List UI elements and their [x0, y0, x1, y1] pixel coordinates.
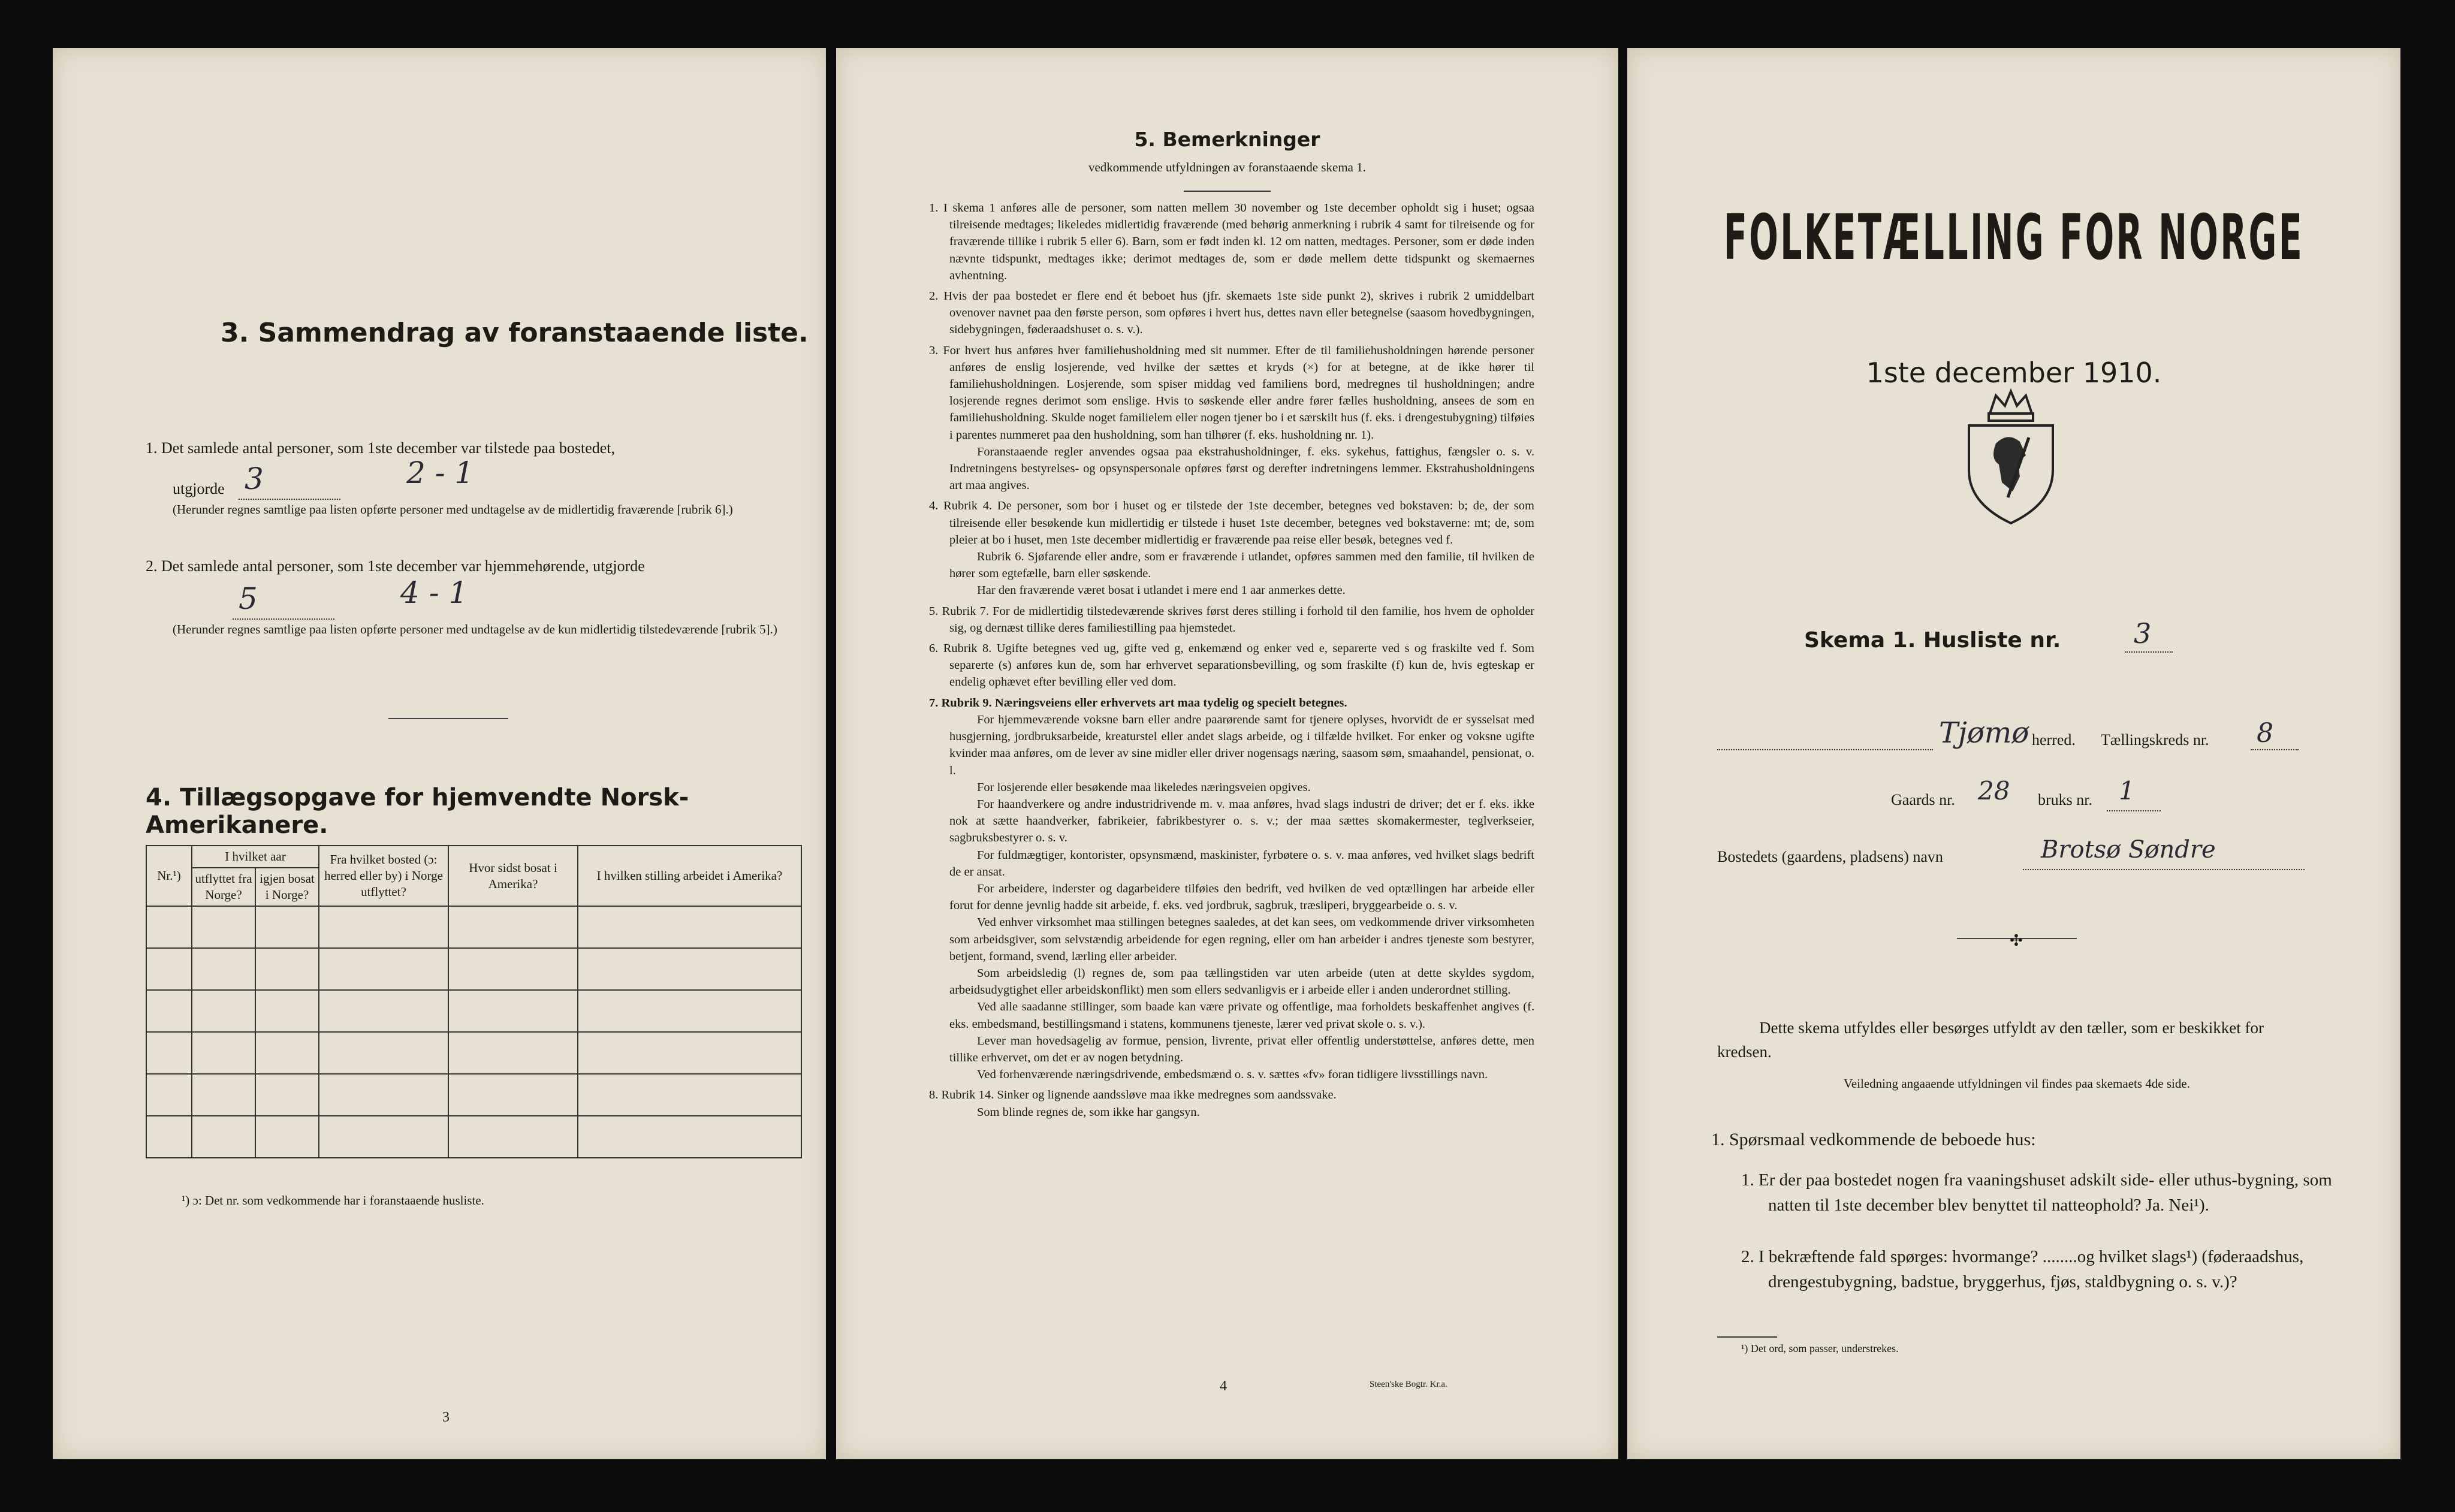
questions-heading: 1. Spørsmaal vedkommende de beboede hus:: [1711, 1130, 2036, 1149]
col-igjen: igjen bosat i Norge?: [255, 868, 319, 906]
remark-item: Ved alle saadanne stillinger, som baade kan være private og offentlige, maa forholdets beskaffenhet angives (f. eks. embedsmand, bestillingsmand i statens, kommunens tjeneste, lærer ved privat skole o. s. v.).: [949, 1000, 1534, 1031]
remark-item: 1. I skema 1 anføres alle de personer, som natten mellem 30 november og 1ste december opholdt sig i huset; ogsaa tilreisende medtages; likeledes midlertidig fraværende (med behørig anmerkning i rubrik 4 samt for tilreisende og for fraværende tillike i rubrik 5 eller 6). Barn, som er født inden kl. 12 om natten, medtages. Personer, som er døde inden nævnte tidspunkt, medtages ikke; derimot medtages de, som er døde mellem dette tidspunkt og skemaernes avhentning.: [929, 201, 1534, 282]
remark-item: Har den fraværende været bosat i utlandet i mere end 1 aar anmerkes dette.: [977, 584, 1346, 597]
col-group-aar: I hvilket aar: [192, 846, 319, 868]
bruks-label: bruks nr.: [2038, 791, 2092, 808]
table-row: [146, 1116, 801, 1158]
section3-title: 3. Sammendrag av foranstaaende liste.: [221, 318, 809, 348]
kreds-value: 8: [2257, 718, 2273, 749]
col-utflyttet: utflyttet fra Norge?: [192, 868, 255, 906]
item1-hand: 2 - 1: [406, 455, 474, 490]
census-title: FOLKETÆLLING FOR NORGE: [1723, 201, 2305, 274]
right-page: [1627, 48, 2400, 1459]
veiledning-text: Veiledning angaaende utfyldningen vil findes paa skemaets 4de side.: [1844, 1076, 2190, 1091]
col-fra: Fra hvilket bosted (ɔ: herred eller by) i Norge utflyttet?: [319, 846, 448, 906]
skema-label: Skema 1. Husliste nr.: [1804, 628, 2061, 653]
remark-item: For haandverkere og andre industridrivende m. v. maa anføres, hvad slags industri de driver; det er f. eks. ikke nok at sætte haandverker, fabrikeier, fabrikbestyrer o. s. v.; der maa sættes skomakermester, teglverkseier, sagbruksbestyrer o. s. v.: [949, 797, 1534, 845]
remark-item: Lever man hovedsagelig av formue, pension, livrente, privat eller offentlig understøttelse, anføres dette, men tillike erhvervet, om det er av nogen betydning.: [949, 1034, 1534, 1064]
question-2: 2. I bekræftende fald spørges: hvormange? ........og hvilket slags¹) (føderaadshus, drengestubygning, badstue, bryggerhus, fjøs, staldbygning o. s. v.)?: [1741, 1247, 2304, 1291]
remark-item: Ved forhenværende næringsdrivende, embedsmænd o. s. v. sættes «fv» foran tidligere livsstillings navn.: [977, 1068, 1488, 1082]
remark-item: 4. Rubrik 4. De personer, som bor i huset og er tilstede der 1ste december, betegnes ved bokstaven: b; de, der som tilreisende eller besøkende kun midlertidig er tilstede i huset 1ste december, betegnes ved bokstaverne: mt; de, som pleier at bo i huset, men 1ste december midlertidig er fraværende paa reise eller besøk, betegnes ved f.: [929, 499, 1534, 547]
item1-note: (Herunder regnes samtlige paa listen opførte personer med undtagelse av de midlertidig fraværende [rubrik 6].): [173, 502, 733, 517]
remark-item: For arbeidere, inderster og dagarbeidere tilføies den bedrift, ved hvilken de ved optællingen har arbeide eller forut for denne jevnlig hadde sit arbeide, f. eks. ved jordbruk, sagbruk, træsliperi, bryggearbeide o. s. v.: [949, 882, 1534, 913]
item2-hand: 4 - 1: [400, 575, 468, 610]
col-nr: Nr.¹): [146, 846, 192, 906]
bosted-value: Brotsø Søndre: [2041, 836, 2216, 864]
table-row: [146, 906, 801, 948]
item2-value: 5: [239, 581, 258, 616]
remark-item: Rubrik 6. Sjøfarende eller andre, som er fraværende i utlandet, opføres sammen med den familie, til hvilken de hører som egtefælle, barn eller søskende.: [949, 550, 1534, 581]
item1-value: 3: [245, 461, 264, 496]
page-number: 3: [442, 1410, 450, 1425]
remark-item: 6. Rubrik 8. Ugifte betegnes ved ug, gifte ved g, enkemænd og enker ved e, separerte ved s og fraskilte ved f. Som separerte (s) anføres kun de, som har erhvervet separationsbevilling, og som fraskilte (f) kun de, hvis egteskap er endelig ophævet efter bevilling eller ved dom.: [929, 642, 1534, 689]
table-row: [146, 990, 801, 1032]
printer-mark: Steen'ske Bogtr. Kr.a.: [1370, 1380, 1447, 1389]
item2-note: (Herunder regnes samtlige paa listen opførte personer med undtagelse av de kun midlertidig tilstedeværende [rubrik 5].): [173, 622, 777, 636]
item2-text: 2. Det samlede antal personer, som 1ste december var hjemmehørende, utgjorde: [146, 557, 645, 575]
remark-item: 8. Rubrik 14. Sinker og lignende aandssløve maa ikke medregnes som aandssvake.: [929, 1088, 1337, 1102]
herred-label: herred.: [2032, 731, 2076, 749]
remark-item: Som blinde regnes de, som ikke har gangsyn.: [977, 1105, 1200, 1119]
col-hvor: Hvor sidst bosat i Amerika?: [448, 846, 578, 906]
remark-item: For hjemmeværende voksne barn eller andre paarørende samt for tjenere oplyses, hvorvidt de er sysselsat med husgjerning, jordbruksarbeide, kreaturstel eller andet slags arbeide, og i tilfælde hvilket. For enker og voksne ugifte kvinder maa anføres, om de lever av sine midler eller driver nogensags næring, saasom søm, smaahandel, pensionat, o. l.: [949, 713, 1534, 777]
left-page: [53, 48, 826, 1459]
table-row: [146, 1074, 801, 1116]
remark-item: 5. Rubrik 7. For de midlertidig tilstedeværende skrives først deres stilling i forhold til den familie, hos hvem de opholder sig, og dernæst tillike deres familiestilling paa hjemstedet.: [929, 604, 1534, 635]
husliste-value: 3: [2134, 617, 2152, 650]
table-footnote: ¹) ɔ: Det nr. som vedkommende har i foranstaaende husliste.: [182, 1193, 484, 1208]
remark-item: Foranstaaende regler anvendes ogsaa paa ekstrahusholdninger, f. eks. sykehus, fattighus, fængsler o. s. v. Indretningens bestyrelses- og opsynspersonale opføres først og derefter indretningens lemmer. Ekstrahusholdningens art maa angives.: [949, 445, 1534, 493]
remark-item: For losjerende eller besøkende maa likeledes næringsveien opgives.: [977, 780, 1311, 794]
remarks-title: 5. Bemerkninger: [1134, 128, 1320, 151]
section4-title: 4. Tillægsopgave for hjemvendte Norsk-Amerikanere.: [146, 784, 689, 839]
bruks-value: 1: [2119, 776, 2135, 805]
census-date: 1ste december 1910.: [1866, 357, 2162, 389]
bosted-label: Bostedets (gaardens, pladsens) navn: [1717, 848, 1943, 865]
norsk-amerikanere-table: [146, 845, 802, 1158]
remark-item: 3. For hvert hus anføres hver familiehusholdning med sit nummer. Efter de til familiehusholdningen hørende personer anføres de enslig losjerende, ved hvilke der sættes et kryds (×) for at betegne, at de ikke hører til familiehusholdningen. Losjerende, som spiser middag ved familiens bord, medregnes til husholdningen; andre losjerende regnes derimot som enslige. Hvis to søskende eller andre fører fælles husholdning, ansees de som en familiehusholdning. Skulde noget familielem eller nogen tjener bo i et særskilt hus (f. eks. i drengestubygning) tilføies i parentes nummeret paa den husholdning, som han tilhører (f. eks. husholdning nr. 1).: [929, 343, 1534, 442]
remark-item: 7. Rubrik 9. Næringsveiens eller erhvervets art maa tydelig og specielt betegnes.: [929, 696, 1347, 710]
item1-text: 1. Det samlede antal personer, som 1ste december var tilstede paa bostedet,: [146, 439, 616, 457]
gaards-value: 28: [1978, 776, 2010, 805]
kreds-label: Tællingskreds nr.: [2101, 731, 2209, 749]
remark-item: Som arbeidsledig (l) regnes de, som paa tællingstiden var uten arbeide (uten at dette skyldes sygdom, arbeidsudygtighet eller arbeidskonflikt) men som ellers sedvanligvis er i arbeide eller i anden underordnet stilling.: [949, 966, 1534, 997]
remarks-subtitle: vedkommende utfyldningen av foranstaaende skema 1.: [1088, 160, 1366, 174]
remark-item: Ved enhver virksomhet maa stillingen betegnes saaledes, at det kan sees, om vedkommende driver virksomheten som arbeidsgiver, som selvstændig arbeidende for egen regning, eller om han arbeider i andres tjeneste som bestyrer, betjent, formand, svend, lærling eller arbeider.: [949, 916, 1534, 963]
coat-of-arms-icon: [1960, 387, 2062, 527]
gaards-label: Gaards nr.: [1891, 791, 1955, 808]
instruction-text: Dette skema utfyldes eller besørges utfyldt av den tæller, som er beskikket for kredsen.: [1717, 1019, 2264, 1061]
col-stilling: I hvilken stilling arbeidet i Amerika?: [578, 846, 801, 906]
middle-page: [836, 48, 1618, 1459]
table-row: [146, 948, 801, 990]
footnote: ¹) Det ord, som passer, understrekes.: [1741, 1342, 1899, 1354]
remark-item: 2. Hvis der paa bostedet er flere end ét beboet hus (jfr. skemaets 1ste side punkt 2), skrives i rubrik 2 umiddelbart ovenover navnet paa den første person, som opføres i hvert hus, dettes navn eller betegnelse (saasom hovedbygningen, sidebygningen, føderaadshuset o. s. v.).: [929, 289, 1534, 337]
page-number: 4: [1220, 1378, 1227, 1394]
remarks-list: [929, 200, 1534, 1121]
table-row: [146, 1032, 801, 1074]
question-1: 1. Er der paa bostedet nogen fra vaaningshuset adskilt side- eller uthus-bygning, som natten til 1ste december blev benyttet til natteophold? Ja. Nei¹).: [1741, 1170, 2332, 1215]
ornament-icon: ✣: [2010, 932, 2023, 949]
herred-value: Tjømø: [1939, 716, 2029, 750]
item1-utgjorde: utgjorde: [173, 480, 225, 497]
remark-item: For fuldmægtiger, kontorister, opsynsmænd, maskinister, fyrbøtere o. s. v. maa anføres, ved hvilket slags bedrift de er ansat.: [949, 848, 1534, 879]
